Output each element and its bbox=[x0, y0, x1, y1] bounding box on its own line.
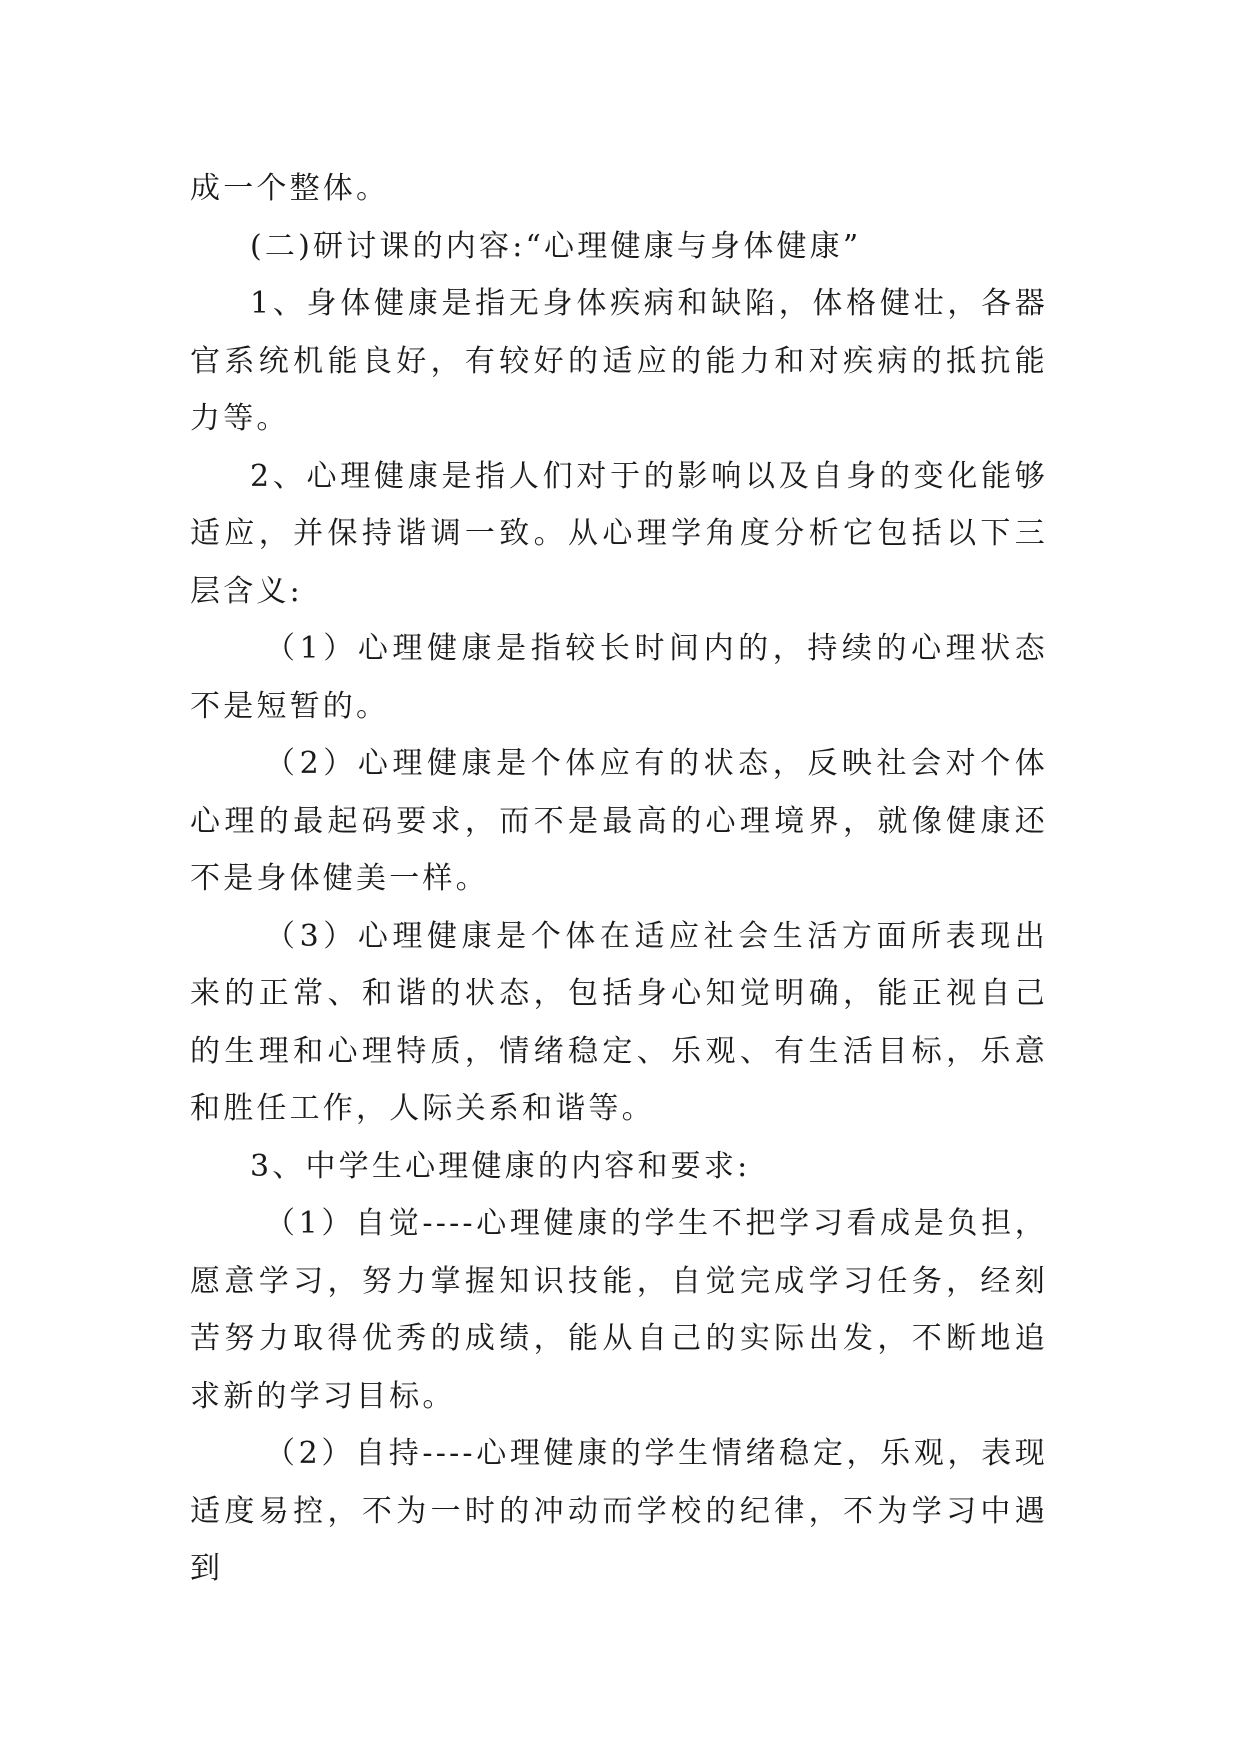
paragraph-item-2: 2、心理健康是指人们对于的影响以及自身的变化能够适应，并保持谐调一致。从心理学角度分析它包括以下三层含义: bbox=[190, 458, 1048, 609]
section-heading: (二)研讨课的内容:“心理健康与身体健康” bbox=[250, 228, 862, 264]
paragraph-item-3: 3、中学生心理健康的内容和要求: bbox=[250, 1148, 751, 1184]
paragraph-requirement-2: （2）自持----心理健康的学生情绪稳定，乐观，表现适度易控，不为一时的冲动而学校的纪律，不为学习中遇到 bbox=[190, 1436, 1048, 1586]
document-page bbox=[190, 160, 1048, 1598]
paragraph-continuation: 成一个整体。 bbox=[190, 171, 390, 206]
paragraph-requirement-1: （1）自觉----心理健康的学生不把学习看成是负担，愿意学习，努力掌握知识技能，自觉完成学习任务，经刻苦努力取得优秀的成绩，能从自己的实际出发，不断地追求新的学习目标。 bbox=[190, 1206, 1048, 1414]
paragraph-subitem-3: （3）心理健康是个体在适应社会生活方面所表现出来的正常、和谐的状态，包括身心知觉明确，能正视自己的生理和心理特质，情绪稳定、乐观、有生活目标，乐意和胜任工作，人际关系和谐等。 bbox=[190, 918, 1048, 1126]
paragraph-subitem-2: （2）心理健康是个体应有的状态，反映社会对个体心理的最起码要求，而不是最高的心理境界，就像健康还不是身体健美一样。 bbox=[190, 746, 1048, 896]
paragraph-item-1: 1、身体健康是指无身体疾病和缺陷，体格健壮，各器官系统机能良好，有较好的适应的能力和对疾病的抵抗能力等。 bbox=[190, 286, 1048, 436]
paragraph-subitem-1: （1）心理健康是指较长时间内的，持续的心理状态不是短暂的。 bbox=[190, 631, 1048, 724]
